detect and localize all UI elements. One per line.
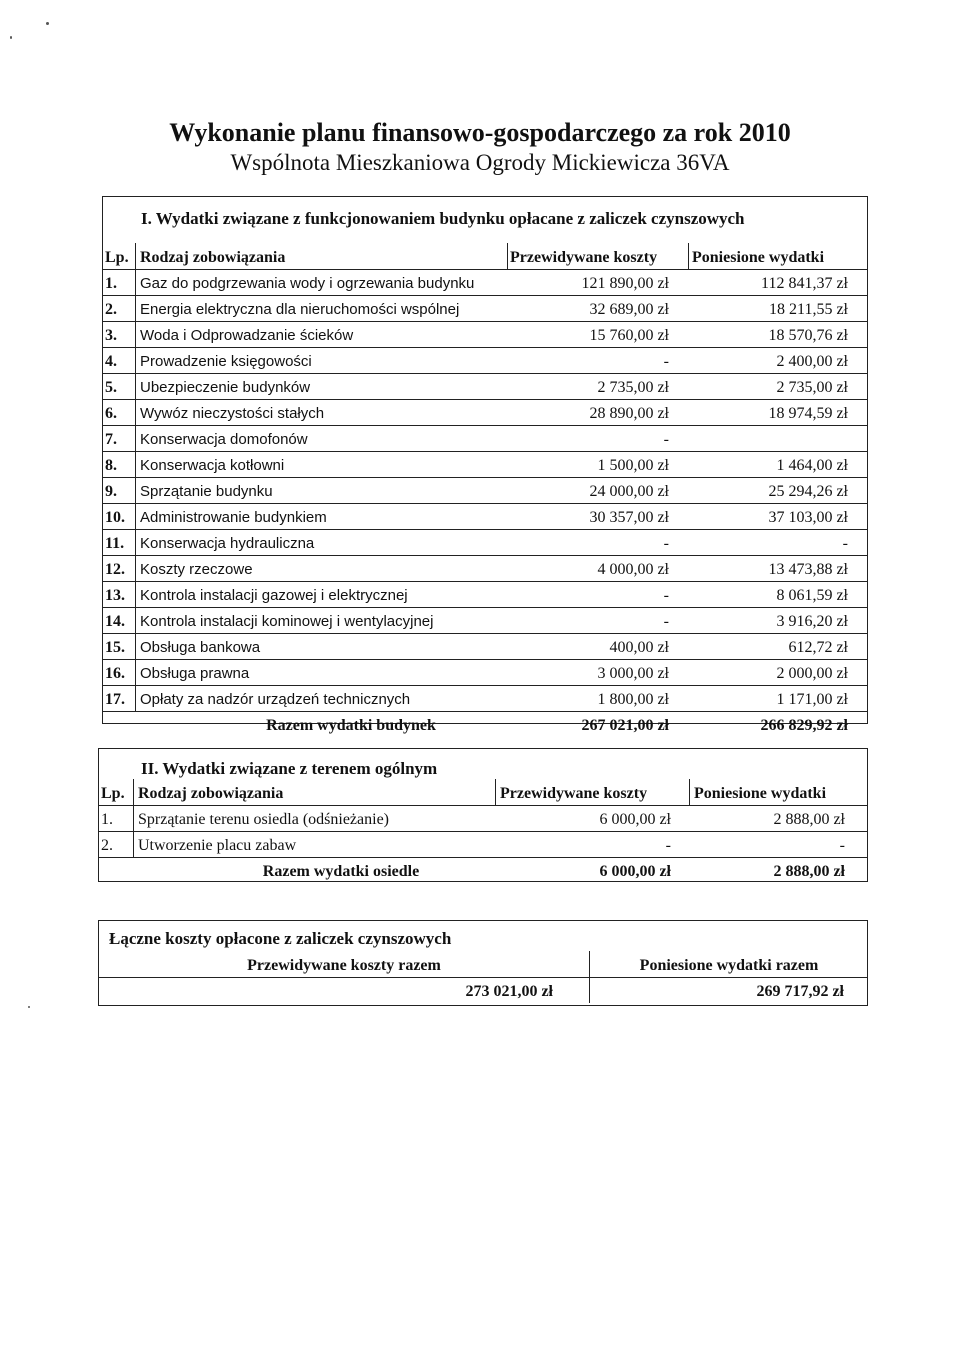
row-actual: 2 000,00 zł	[776, 665, 848, 682]
row-number: 13.	[105, 587, 125, 604]
row-planned: 28 890,00 zł	[589, 405, 669, 422]
row-planned: 6 000,00 zł	[599, 811, 671, 828]
row-actual: 3 916,20 zł	[776, 613, 848, 630]
total-row	[99, 857, 867, 883]
row-name: Konserwacja kotłowni	[135, 451, 506, 477]
table-row	[103, 295, 867, 322]
row-actual: 2 735,00 zł	[776, 379, 848, 396]
row-name: Energia elektryczna dla nieruchomości wspólnej	[135, 295, 506, 321]
table-row	[103, 685, 867, 712]
row-planned: -	[663, 431, 669, 448]
section1-heading: I. Wydatki związane z funkcjonowaniem budynku opłacane z zaliczek czynszowych	[141, 209, 745, 228]
col-actual-header: Poniesione wydatki	[689, 779, 870, 805]
table-row	[103, 347, 867, 374]
row-actual: 37 103,00 zł	[768, 509, 848, 526]
section2-heading: II. Wydatki związane z terenem ogólnym	[141, 759, 438, 778]
row-planned: 3 000,00 zł	[597, 665, 669, 682]
col-name-header: Rodzaj zobowiązania	[135, 243, 506, 269]
row-number: 7.	[105, 431, 117, 448]
row-actual: 112 841,37 zł	[761, 275, 848, 292]
row-actual: 18 211,55 zł	[769, 301, 848, 318]
section2-header-row	[99, 779, 867, 806]
row-planned: 32 689,00 zł	[589, 301, 669, 318]
table-row	[103, 529, 867, 556]
row-name: Prowadzenie księgowości	[135, 347, 506, 373]
row-planned: 24 000,00 zł	[589, 483, 669, 500]
planned-total-label: Przewidywane koszty razem	[247, 957, 441, 974]
table-row	[103, 659, 867, 686]
row-actual: -	[842, 535, 848, 552]
row-actual: 18 974,59 zł	[768, 405, 848, 422]
row-number: 3.	[105, 327, 117, 344]
table-row	[103, 503, 867, 530]
actual-grand-total: 269 717,92 zł	[589, 977, 844, 1003]
row-number: 4.	[105, 353, 117, 370]
row-name: Gaz do podgrzewania wody i ogrzewania budynku	[135, 269, 506, 295]
table-row	[103, 373, 867, 400]
row-number: 2.	[101, 837, 113, 854]
table-row	[103, 399, 867, 426]
section3-value-row	[99, 977, 867, 1003]
total-planned: 267 021,00 zł	[581, 717, 669, 734]
row-actual: 2 400,00 zł	[776, 353, 848, 370]
section2-rows	[99, 749, 867, 881]
col-name-header: Rodzaj zobowiązania	[133, 779, 496, 805]
page-title: Wykonanie planu finansowo-gospodarczego za rok 2010	[169, 118, 791, 147]
section2-table	[98, 748, 868, 882]
row-name: Wywóz nieczystości stałych	[135, 399, 506, 425]
row-number: 12.	[105, 561, 125, 578]
row-number: 15.	[105, 639, 125, 656]
row-name: Konserwacja domofonów	[135, 425, 506, 451]
section3-label-row	[99, 951, 867, 978]
scan-speck	[10, 36, 12, 39]
planned-grand-total: 273 021,00 zł	[465, 983, 553, 1000]
table-row	[103, 425, 867, 452]
table-row	[103, 633, 867, 660]
row-number: 11.	[105, 535, 125, 552]
row-name: Konserwacja hydrauliczna	[135, 529, 506, 555]
total-row	[103, 711, 867, 737]
row-planned: -	[665, 837, 671, 854]
col-planned-header: Przewidywane koszty	[507, 243, 688, 269]
row-number: 2.	[105, 301, 117, 318]
section1-rows	[103, 197, 867, 734]
total-actual: 2 888,00 zł	[773, 863, 845, 880]
total-label: Razem wydatki osiedle	[262, 863, 420, 880]
row-name: Woda i Odprowadzanie ścieków	[135, 321, 506, 347]
table-row	[103, 451, 867, 478]
row-actual: 13 473,88 zł	[768, 561, 848, 578]
col-planned-header: Przewidywane koszty	[495, 779, 692, 805]
row-planned: -	[663, 613, 669, 630]
row-planned: 2 735,00 zł	[597, 379, 669, 396]
row-number: 6.	[105, 405, 117, 422]
row-number: 1.	[101, 811, 113, 828]
page-subtitle: Wspólnota Mieszkaniowa Ogrody Mickiewicza 36VA	[230, 150, 730, 175]
row-planned: 400,00 zł	[609, 639, 669, 656]
section3-heading: Łączne koszty opłacone z zaliczek czynszowych	[109, 929, 452, 948]
row-actual: 25 294,26 zł	[768, 483, 848, 500]
row-actual: 2 888,00 zł	[773, 811, 845, 828]
row-actual	[688, 425, 848, 451]
row-name: Sprzątanie budynku	[135, 477, 506, 503]
col-lp-header: Lp.	[101, 785, 125, 802]
total-label: Razem wydatki budynek	[266, 717, 436, 734]
actual-total-label: Poniesione wydatki razem	[589, 951, 868, 977]
section1-header-row	[103, 243, 867, 270]
col-actual-header: Poniesione wydatki	[688, 243, 870, 269]
row-name: Obsługa bankowa	[135, 633, 506, 659]
row-name: Sprzątanie terenu osiedla (odśnieżanie)	[133, 805, 496, 831]
row-number: 14.	[105, 613, 125, 630]
row-name: Utworzenie placu zabaw	[133, 831, 496, 857]
table-row	[103, 607, 867, 634]
row-planned: 121 890,00 zł	[581, 275, 669, 292]
row-name: Koszty rzeczowe	[135, 555, 506, 581]
row-actual: 1 464,00 zł	[776, 457, 848, 474]
row-number: 9.	[105, 483, 117, 500]
table-row	[103, 321, 867, 348]
table-row	[103, 581, 867, 608]
row-name: Administrowanie budynkiem	[135, 503, 506, 529]
col-lp-header: Lp.	[105, 249, 129, 266]
row-number: 5.	[105, 379, 117, 396]
row-planned: -	[663, 353, 669, 370]
scan-speck	[28, 1006, 30, 1008]
table-row	[103, 555, 867, 582]
row-planned: 4 000,00 zł	[597, 561, 669, 578]
row-number: 10.	[105, 509, 125, 526]
row-actual: 18 570,76 zł	[768, 327, 848, 344]
row-number: 8.	[105, 457, 117, 474]
row-name: Obsługa prawna	[135, 659, 506, 685]
row-planned: 1 800,00 zł	[597, 691, 669, 708]
row-actual: 612,72 zł	[788, 639, 848, 656]
row-name: Kontrola instalacji kominowej i wentylacyjnej	[135, 607, 506, 633]
row-number: 16.	[105, 665, 125, 682]
table-row	[99, 805, 867, 832]
scan-speck	[46, 22, 49, 25]
row-planned: 15 760,00 zł	[589, 327, 669, 344]
section1-table	[102, 196, 868, 734]
row-number: 17.	[105, 691, 125, 708]
row-planned: 1 500,00 zł	[597, 457, 669, 474]
total-planned: 6 000,00 zł	[599, 863, 671, 880]
table-row	[99, 831, 867, 858]
table-row	[103, 269, 867, 296]
row-planned: 30 357,00 zł	[589, 509, 669, 526]
section3-table	[98, 920, 868, 1006]
row-name: Opłaty za nadzór urządzeń technicznych	[135, 685, 506, 711]
row-number: 1.	[105, 275, 117, 292]
row-name: Ubezpieczenie budynków	[135, 373, 506, 399]
row-actual: 8 061,59 zł	[776, 587, 848, 604]
table-row	[103, 477, 867, 504]
row-planned: -	[663, 535, 669, 552]
row-actual: 1 171,00 zł	[776, 691, 848, 708]
row-name: Kontrola instalacji gazowej i elektrycznej	[135, 581, 506, 607]
total-actual: 266 829,92 zł	[760, 717, 848, 734]
row-actual: -	[839, 837, 845, 854]
row-planned: -	[663, 587, 669, 604]
